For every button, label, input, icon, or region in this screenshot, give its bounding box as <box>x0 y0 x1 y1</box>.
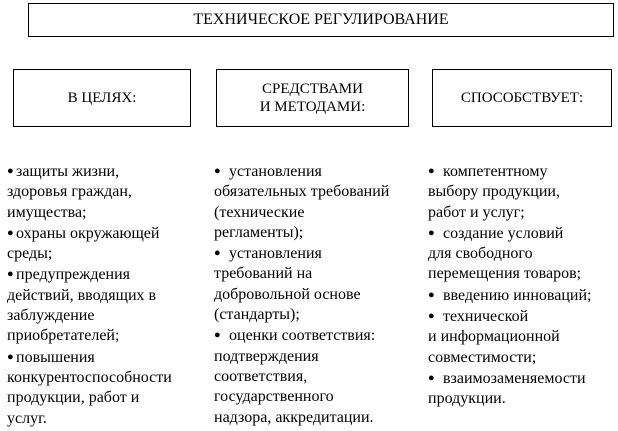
list-item <box>428 285 618 306</box>
list-item-text: требований на <box>214 265 313 283</box>
means-header-box <box>216 69 409 127</box>
list-item-text: создание условий <box>443 224 564 242</box>
title-box <box>28 3 614 37</box>
bullet-icon: ● <box>428 288 435 301</box>
list-item-text: защиты жизни, <box>16 163 120 180</box>
means-list <box>214 161 414 428</box>
bullet-icon: ● <box>7 350 14 363</box>
list-item-text: (технические <box>214 203 305 221</box>
bullet-icon: ● <box>214 165 221 177</box>
means-header-line-2: И МЕТОДАМИ: <box>259 99 366 115</box>
list-item-text: выбору продукции, <box>428 183 560 201</box>
list-item-text: добровольной основе <box>214 285 361 303</box>
list-item-text: надзора, аккредитации. <box>214 408 374 426</box>
list-item-text: введению инноваций; <box>443 286 592 304</box>
goals-header-box <box>13 69 191 127</box>
list-item <box>7 347 207 429</box>
bullet-icon: ● <box>428 226 435 239</box>
list-item-text: регламенты); <box>214 223 304 241</box>
list-item-text: оценки соответствия: <box>229 327 376 345</box>
list-item-text: (стандарты); <box>214 306 300 324</box>
list-item-text: государственного <box>214 388 334 406</box>
list-item-text: продукции, работ и <box>7 389 140 407</box>
list-item-text: приобретателей; <box>7 327 120 345</box>
list-item-text: повышения <box>16 348 95 366</box>
promotes-list <box>428 161 618 410</box>
goals-header: В ЦЕЛЯХ: <box>67 90 137 106</box>
list-item-text: совместимости; <box>428 348 537 366</box>
bullet-icon: ● <box>214 329 221 342</box>
list-item-text: взаимозаменяемости <box>443 369 586 387</box>
list-item <box>7 264 207 346</box>
list-item-text: соответствия, <box>214 367 308 385</box>
means-header-line-1: СРЕДСТВАМИ <box>262 81 363 97</box>
list-item <box>7 223 207 265</box>
list-item-text: технической <box>443 308 529 326</box>
list-item-text: установления <box>229 163 322 180</box>
bullet-icon: ● <box>428 165 435 177</box>
bullet-icon: ● <box>428 371 435 384</box>
list-item-text: среды; <box>7 245 53 263</box>
list-item-text: конкурентоспособности <box>7 368 172 386</box>
list-item <box>428 223 618 285</box>
list-item <box>428 368 618 410</box>
bullet-icon: ● <box>7 165 14 177</box>
list-item-text: подтверждения <box>214 347 319 365</box>
list-item-text: заблуждение <box>7 307 95 325</box>
list-item-text: действий, вводящих в <box>7 286 157 304</box>
bullet-icon: ● <box>7 226 14 239</box>
list-item-text: перемещения товаров; <box>428 265 582 283</box>
promotes-header-box <box>432 69 612 127</box>
promotes-header: СПОСОБСТВУЕТ: <box>460 90 584 106</box>
list-item-text: для свободного <box>428 245 533 263</box>
list-item-text: охраны окружающей <box>16 224 160 242</box>
list-item <box>428 306 618 368</box>
list-item-text: имущества; <box>7 203 87 221</box>
list-item <box>214 243 414 325</box>
list-item <box>428 161 618 223</box>
list-item-text: услуг. <box>7 409 47 427</box>
bullet-icon: ● <box>7 268 14 281</box>
list-item-text: и информационной <box>428 328 560 346</box>
list-item <box>214 325 414 427</box>
list-item-text: здоровья граждан, <box>7 183 132 201</box>
list-item-text: продукции. <box>428 390 506 408</box>
list-item-text: работ и услуг; <box>428 203 525 221</box>
list-item-text: компетентному <box>443 163 548 180</box>
bullet-icon: ● <box>214 247 221 260</box>
diagram-title: ТЕХНИЧЕСКОЕ РЕГУЛИРОВАНИЕ <box>193 11 449 28</box>
bullet-icon: ● <box>428 310 435 323</box>
list-item <box>7 161 207 223</box>
list-item-text: предупреждения <box>16 266 131 284</box>
list-item <box>214 161 414 243</box>
list-item-text: установления <box>229 245 322 263</box>
goals-list <box>7 161 207 429</box>
list-item-text: обязательных требований <box>214 183 390 201</box>
